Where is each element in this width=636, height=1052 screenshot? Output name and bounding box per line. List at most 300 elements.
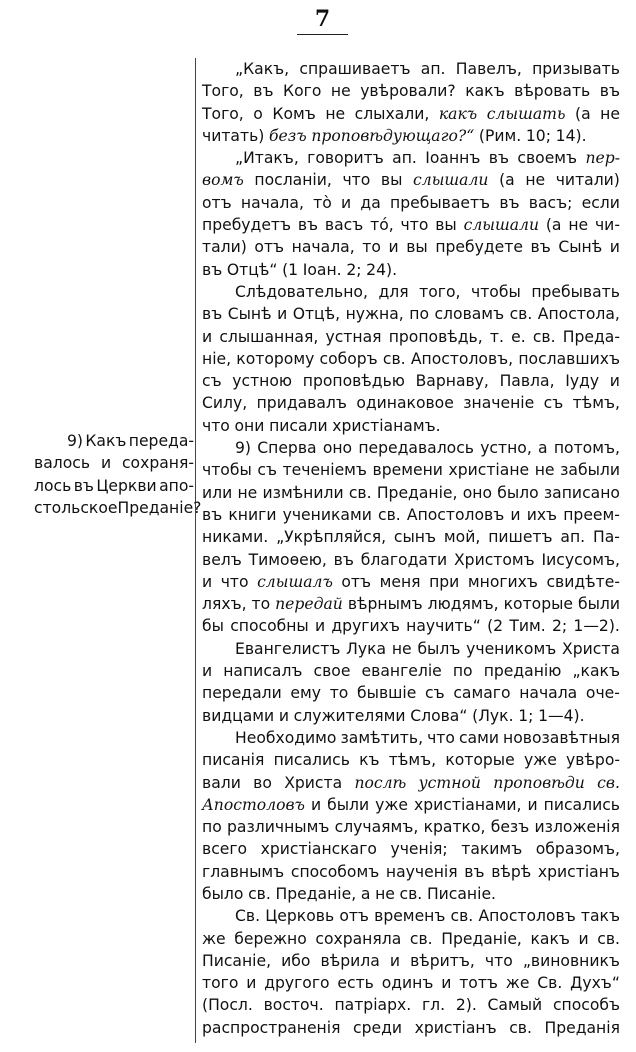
word: одинаковое xyxy=(356,394,454,413)
word: и xyxy=(341,193,352,212)
word: распространенія xyxy=(202,1018,341,1037)
word: Варнаву, xyxy=(415,372,489,391)
word: или xyxy=(202,483,233,502)
word: записано xyxy=(543,483,620,502)
text-line xyxy=(202,281,620,303)
word: чтобы xyxy=(202,461,252,480)
word: преданію xyxy=(483,662,562,681)
word: съ xyxy=(425,684,445,703)
word: какъ xyxy=(465,82,505,101)
word: же xyxy=(505,974,530,993)
word: ибо xyxy=(281,951,311,970)
word: и xyxy=(578,929,589,948)
text-line xyxy=(202,370,620,392)
text-line xyxy=(202,638,620,660)
word: и xyxy=(315,617,326,636)
word: измѣнили xyxy=(262,483,344,502)
word: пишетъ xyxy=(488,528,553,547)
text-line xyxy=(202,169,620,191)
word: отъ xyxy=(254,238,285,257)
word: не xyxy=(375,884,395,903)
text-line xyxy=(202,660,620,682)
word: въ xyxy=(202,305,223,324)
word: Христа xyxy=(562,639,620,658)
word: и xyxy=(527,795,538,814)
word: благодати xyxy=(360,550,448,569)
word: Сперва xyxy=(257,439,317,458)
word: вы xyxy=(380,171,403,190)
word: что xyxy=(202,416,230,435)
word: главнымъ xyxy=(202,862,285,881)
word: не xyxy=(568,216,589,235)
word: въ xyxy=(530,238,551,257)
word: васъ xyxy=(324,216,364,235)
word: 9) xyxy=(67,432,84,450)
word: Духъ“ xyxy=(570,974,620,993)
word: писали xyxy=(269,416,328,435)
word: вали xyxy=(202,773,241,792)
text-line xyxy=(202,147,620,169)
word: писанія xyxy=(202,751,265,770)
word: Апостоловъ xyxy=(406,505,505,524)
word: которые xyxy=(445,751,515,770)
word: Лука xyxy=(346,639,387,658)
word: придавалъ xyxy=(256,394,347,413)
word: ихъ xyxy=(526,505,558,524)
word: значеніе xyxy=(463,394,535,413)
text-line xyxy=(202,348,620,370)
word: были xyxy=(577,595,620,614)
word: они xyxy=(234,416,265,435)
italic-word: слышали xyxy=(413,171,489,190)
word: при xyxy=(429,572,460,591)
word: мой, xyxy=(443,528,481,547)
text-line xyxy=(202,236,620,258)
text-line xyxy=(202,549,620,571)
word: Апостоловъ, xyxy=(410,349,514,368)
word: ученикомъ xyxy=(466,639,557,658)
word: христіанъ xyxy=(414,1018,497,1037)
word: въ xyxy=(202,260,223,279)
italic-word: устной xyxy=(418,773,481,792)
word: лось xyxy=(34,476,72,495)
word: св. xyxy=(378,505,401,524)
word: оно xyxy=(462,483,492,502)
word: ему xyxy=(290,684,322,703)
word: Того, xyxy=(202,104,244,123)
word: того xyxy=(202,974,239,993)
word: Кого xyxy=(283,82,322,101)
word: то xyxy=(251,595,271,614)
word: по xyxy=(202,818,222,837)
word: въ xyxy=(333,550,354,569)
word: и xyxy=(389,951,400,970)
word: (2 xyxy=(487,617,504,636)
word: Преданіе? xyxy=(117,498,202,517)
word: вѣровать xyxy=(514,82,591,101)
word: св. xyxy=(348,483,372,502)
text-line xyxy=(202,392,620,414)
word: было xyxy=(202,884,244,903)
word: такъ xyxy=(580,907,620,926)
word: Сынѣ xyxy=(558,238,603,257)
word: образомъ, xyxy=(535,840,620,859)
word: уже xyxy=(375,795,409,814)
word: проповѣдь, xyxy=(388,327,483,346)
word: 2; xyxy=(551,617,568,636)
word: и xyxy=(510,505,521,524)
page-number-underline xyxy=(297,34,348,35)
word: въ xyxy=(499,193,520,212)
word: новозавѣтныя xyxy=(503,728,620,747)
word: 1; xyxy=(518,706,534,725)
word: Іоаннъ xyxy=(425,149,481,168)
word: 14). xyxy=(555,126,587,145)
word: и xyxy=(609,238,620,257)
word: чи- xyxy=(594,216,620,235)
word: безъ xyxy=(490,818,530,837)
word: Павелъ, xyxy=(455,60,522,78)
text-line xyxy=(202,905,620,927)
word: въ xyxy=(73,476,94,495)
text-line xyxy=(202,794,620,816)
word: призывать xyxy=(532,60,620,78)
word: св. xyxy=(597,929,620,948)
word: и xyxy=(202,327,213,346)
word: одинъ xyxy=(381,974,434,993)
italic-word: проповѣдующаго?“ xyxy=(311,126,475,145)
word: патріарх. xyxy=(334,996,412,1015)
word: Сынѣ xyxy=(227,305,272,324)
text-line xyxy=(202,326,620,348)
word: что xyxy=(342,171,371,190)
word: Преданіе, xyxy=(376,483,458,502)
word: такимъ xyxy=(461,840,523,859)
word: ученія; xyxy=(390,840,448,859)
word: что xyxy=(400,216,429,235)
word: не xyxy=(534,461,555,480)
word: 9) xyxy=(235,439,252,458)
word: способъ xyxy=(552,996,620,1015)
word: съ xyxy=(202,372,222,391)
word: чтобы xyxy=(471,282,521,301)
text-line xyxy=(202,125,620,147)
word: слышанная, xyxy=(219,327,319,346)
word: ніе, xyxy=(202,349,232,368)
word: въ xyxy=(488,149,509,168)
word: не xyxy=(325,104,346,123)
word: св. xyxy=(450,907,474,926)
text-line xyxy=(202,214,620,236)
word: что xyxy=(220,572,249,591)
word: преем- xyxy=(563,505,620,524)
word: въ xyxy=(297,216,319,235)
word: христіанъ xyxy=(537,862,620,881)
word: слыхали, xyxy=(354,104,430,123)
text-line xyxy=(202,972,620,994)
word: ап. xyxy=(392,149,417,168)
word: учениками xyxy=(282,505,372,524)
word: Па- xyxy=(593,528,620,547)
word: какъ xyxy=(530,929,570,948)
word: тотъ xyxy=(459,974,498,993)
word: (Посл. xyxy=(202,996,253,1015)
text-line xyxy=(202,615,620,637)
word: апо- xyxy=(159,476,194,495)
word: стольское xyxy=(34,498,118,517)
italic-word: вомъ xyxy=(202,171,244,190)
text-line xyxy=(202,861,620,883)
word: и xyxy=(277,305,288,324)
word: увѣро- xyxy=(566,751,620,770)
word: въ xyxy=(253,82,274,101)
word: видцами xyxy=(202,706,275,725)
word: передавалось xyxy=(358,439,474,458)
word: валось xyxy=(34,454,91,473)
word: Павла, xyxy=(499,372,555,391)
text-line xyxy=(202,928,620,950)
word: (а xyxy=(574,104,591,123)
word: были xyxy=(327,795,370,814)
word: меня xyxy=(379,572,421,591)
word: отъ xyxy=(339,907,369,926)
word: вѣритъ, xyxy=(410,951,475,970)
word: кратко, xyxy=(423,818,486,837)
word: служителями xyxy=(293,706,406,725)
text-line xyxy=(202,103,620,125)
word: Силу, xyxy=(202,394,248,413)
word: замѣтить, xyxy=(340,728,424,747)
italic-word: Апостоловъ xyxy=(202,795,305,814)
word: многихъ xyxy=(467,572,538,591)
word: посланіи, xyxy=(254,171,332,190)
word: научить“ xyxy=(406,617,481,636)
word: былъ xyxy=(417,639,461,658)
text-line xyxy=(202,883,620,905)
word: способны xyxy=(230,617,309,636)
word: бы xyxy=(202,617,224,636)
word: Комъ xyxy=(272,104,316,123)
word: съ xyxy=(257,461,277,480)
word: времени xyxy=(372,461,443,480)
word: читать) xyxy=(202,126,265,145)
text-line xyxy=(202,303,620,325)
word: различнымъ xyxy=(227,818,330,837)
word: случаямъ, xyxy=(334,818,419,837)
word: пребудете xyxy=(435,238,523,257)
word: то xyxy=(329,684,349,703)
word: Церковь xyxy=(265,907,335,926)
italic-word: св. xyxy=(597,773,620,792)
italic-word: слышалъ xyxy=(257,572,333,591)
word: Тим. xyxy=(509,617,546,636)
word: которому xyxy=(236,349,315,368)
word: соборъ xyxy=(319,349,378,368)
word: ап. xyxy=(420,60,446,78)
text-line xyxy=(34,430,194,452)
word: христіанамъ. xyxy=(332,416,441,435)
italic-word: слышать xyxy=(486,104,566,123)
word: тали) xyxy=(202,238,247,257)
word: нужна, xyxy=(345,305,404,324)
text-line xyxy=(202,994,620,1016)
word: васъ; xyxy=(528,193,573,212)
word: „Какъ, xyxy=(235,60,290,78)
word: вѣрѣ xyxy=(491,862,532,881)
word: которые xyxy=(503,595,573,614)
text-line xyxy=(202,749,620,771)
italic-word: проповѣди xyxy=(493,773,585,792)
word: велъ xyxy=(202,550,242,569)
word: св. xyxy=(532,327,556,346)
word: среди xyxy=(353,1018,403,1037)
word: наученія xyxy=(385,862,458,881)
word: другого xyxy=(264,974,330,993)
word: сами xyxy=(458,728,499,747)
italic-word: пер- xyxy=(585,149,620,168)
column-divider xyxy=(195,58,196,1043)
word: другихъ xyxy=(331,617,400,636)
word: въ xyxy=(599,82,620,101)
word: Самый xyxy=(487,996,543,1015)
word: св. xyxy=(382,349,406,368)
word: 2; xyxy=(346,260,362,279)
word: людямъ, xyxy=(427,595,499,614)
text-line xyxy=(202,705,620,727)
word: и xyxy=(441,974,452,993)
text-line xyxy=(202,437,620,459)
word: читали) xyxy=(555,171,620,190)
word: не xyxy=(237,483,258,502)
word: Тимоѳею, xyxy=(248,550,327,569)
text-line xyxy=(202,571,620,593)
word: о xyxy=(253,104,263,123)
word: было xyxy=(497,483,539,502)
word: Слова“ xyxy=(410,706,468,725)
word: (Лук. xyxy=(472,706,514,725)
word: Іоан. xyxy=(302,260,342,279)
word: самаго xyxy=(453,684,511,703)
word: свидѣте- xyxy=(546,572,620,591)
text-line xyxy=(202,682,620,704)
text-line xyxy=(202,838,620,860)
word: передали xyxy=(202,684,282,703)
word: и xyxy=(202,662,213,681)
word: ляхъ, xyxy=(202,595,247,614)
word: тò xyxy=(313,193,332,212)
italic-word: безъ xyxy=(269,126,307,145)
word: пребываетъ xyxy=(390,193,491,212)
word: Христа xyxy=(284,773,343,792)
word: восточ. xyxy=(263,996,324,1015)
word: сохраняла xyxy=(315,929,402,948)
word: Церкви xyxy=(96,476,157,495)
word: Писаніе, xyxy=(202,951,272,970)
word: и xyxy=(278,706,289,725)
text-line xyxy=(202,482,620,504)
word: есть xyxy=(337,974,374,993)
word: вы xyxy=(435,216,457,235)
word: и xyxy=(246,974,257,993)
word: (а xyxy=(499,171,515,190)
word: начала, xyxy=(240,193,304,212)
word: къ xyxy=(359,751,380,770)
word: христіане xyxy=(448,461,530,480)
word: говоритъ xyxy=(307,149,384,168)
word: 1—4). xyxy=(538,706,585,725)
word: словамъ xyxy=(434,305,505,324)
word: ап. xyxy=(560,528,586,547)
word: никами. xyxy=(202,528,269,547)
word: „Укрѣпляйся, xyxy=(276,528,387,547)
word: Писаніе. xyxy=(426,884,497,903)
word: если xyxy=(581,193,620,212)
text-line xyxy=(202,259,620,281)
word: тѣмъ, xyxy=(388,751,437,770)
word: по xyxy=(409,305,429,324)
word: (1 xyxy=(282,260,299,279)
word: способомъ xyxy=(290,862,380,881)
text-line xyxy=(202,772,620,794)
word: бывшіе xyxy=(357,684,417,703)
word: всего xyxy=(202,840,248,859)
word: Слѣдовательно, xyxy=(235,282,368,301)
word: и xyxy=(388,238,399,257)
text-line xyxy=(202,504,620,526)
word: „виновникъ xyxy=(522,951,620,970)
word: Іисусомъ, xyxy=(541,550,620,569)
word: Св. xyxy=(235,907,261,926)
text-line xyxy=(202,593,620,615)
text-line xyxy=(202,80,620,102)
word: то xyxy=(362,238,381,257)
word: написалъ xyxy=(223,662,303,681)
text-line xyxy=(202,58,620,80)
word: евангеліе xyxy=(361,662,442,681)
text-line xyxy=(202,1017,620,1039)
word: устно, xyxy=(480,439,532,458)
word: св. xyxy=(509,305,533,324)
word: и xyxy=(100,454,112,473)
word: увѣровали? xyxy=(360,82,456,101)
text-line xyxy=(202,415,620,437)
word: въ xyxy=(202,505,223,524)
text-line xyxy=(202,192,620,214)
word: 2). xyxy=(455,996,477,1015)
word: свое xyxy=(313,662,351,681)
word: сохраня- xyxy=(121,454,194,473)
word: не xyxy=(330,82,351,101)
word: изложенія xyxy=(534,818,620,837)
text-line xyxy=(34,452,194,474)
word: а xyxy=(360,884,371,903)
word: по xyxy=(452,662,473,681)
word: (Рим. xyxy=(478,126,522,145)
word: пославшихъ xyxy=(518,349,620,368)
word: Св. xyxy=(537,974,563,993)
word: пребывать xyxy=(531,282,620,301)
word: оче- xyxy=(585,684,620,703)
word: св. xyxy=(409,929,433,948)
word: Преданіе, xyxy=(441,929,522,948)
word: „какъ xyxy=(572,662,620,681)
word: бережно xyxy=(234,929,307,948)
word: тó, xyxy=(370,216,394,235)
word: сынъ xyxy=(393,528,437,547)
text-line xyxy=(34,475,194,497)
word: и xyxy=(609,372,620,391)
text-line xyxy=(202,459,620,481)
